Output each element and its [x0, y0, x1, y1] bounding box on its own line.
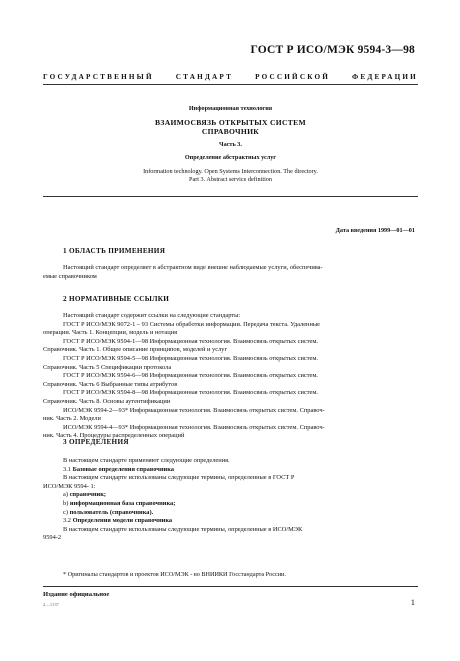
s3-heading-basic: Базовые определения справочника — [72, 465, 175, 473]
section-2-body — [43, 312, 418, 441]
s2-line-14: ИСО/МЭК 9594-4—93* Информационная технология. Взаимосвязь открытых систем. Справоч- — [63, 423, 325, 431]
s2-line-12: ИСО/МЭК 9594-2—93* Информационная технология. Взаимосвязь открытых систем. Справоч- — [63, 406, 325, 414]
s3-item-b — [63, 500, 418, 509]
print-code: 2—1137 — [43, 602, 59, 607]
s3-line-1: В настоящем стандарте применяют следующие определения. — [63, 457, 230, 464]
english-title-1: Information technology. Open Systems Interconnection. The directory. — [143, 168, 318, 175]
official-edition-label: Издание официальное — [43, 591, 110, 598]
s3-line-3: В настоящем стандарте использованы следующие термины, определенные в ГОСТ Р — [63, 474, 295, 482]
section-1-body — [43, 264, 418, 281]
title-line-2: ВЗАИМОСВЯЗЬ ОТКРЫТЫХ СИСТЕМ — [155, 118, 306, 127]
effective-date: Дата введения 1999—01—01 — [335, 227, 415, 234]
document-code: ГОСТ Р ИСО/МЭК 9594-3—98 — [250, 44, 415, 56]
section-1-title: 1 ОБЛАСТЬ ПРИМЕНЕНИЯ — [63, 247, 166, 255]
s1-line-b: емые справочником — [43, 272, 97, 280]
s3-heading-model: Определения модели справочника — [72, 517, 173, 525]
state-standard-title — [43, 73, 418, 81]
s3-line-9: В настоящем стандарте использованы следующие термины, определенные в ИСО/МЭК — [63, 525, 303, 533]
s2-line-1: Настоящий стандарт содержит ссылки на следующие стандарты: — [63, 312, 241, 319]
title-line-1: Информационная технология — [188, 105, 273, 112]
s3-num-3-2: 3.2 — [63, 517, 73, 525]
footnote: * Оригиналы стандартов и проектов ИСО/МЭК - во ВНИИКИ Госстандарта России. — [63, 571, 286, 578]
s3-item-c-term: пользователь (справочника). — [69, 508, 154, 516]
s2-line-10: ГОСТ Р ИСО/МЭК 9594-8—98 Информационная технология. Взаимосвязь открытых систем. — [63, 389, 318, 397]
s2-line-3: операции. Часть 1. Концепции, модель и нотация — [43, 329, 178, 337]
header-rule — [43, 84, 418, 85]
s2-line-7: Справочник. Часть 5 Спецификации протокола — [43, 363, 172, 371]
s3-line-10: 9594-2 — [43, 534, 62, 542]
section-2-title: 2 НОРМАТИВНЫЕ ССЫЛКИ — [63, 295, 170, 303]
s3-item-c-letter: с) — [63, 508, 70, 516]
title-line-4: Часть 3. — [219, 141, 242, 148]
s2-line-6: ГОСТ Р ИСО/МЭК 9594-5—98 Информационная технология. Взаимосвязь открытых систем. — [63, 354, 318, 362]
s2-line-9: Справочник. Часть 6 Выбранные типы атрибутов — [43, 380, 178, 388]
s2-line-11: Справочник. Часть 8. Основы аутентификации — [43, 397, 171, 405]
std-word-3: РОССИЙСКОЙ — [255, 73, 331, 81]
title-line-3: СПРАВОЧНИК — [201, 127, 260, 136]
s3-num-3-1: 3.1 — [63, 465, 73, 473]
s3-item-a — [63, 491, 418, 500]
s3-item-b-term: информационная база справочника; — [69, 499, 176, 507]
std-word-1: ГОСУДАРСТВЕННЫЙ — [43, 73, 154, 81]
s3-line-8 — [63, 517, 418, 526]
s2-line-2: ГОСТ Р ИСО/МЭК 9072-1 – 93 Системы обработки информации. Передача текста. Удаленные — [63, 320, 321, 328]
s3-item-c — [63, 509, 418, 518]
s3-item-b-letter: b) — [63, 499, 70, 507]
s1-line-a: Настоящий стандарт определяет в абстрактном виде внешне наблюдаемые услуги, обеспечива- — [63, 264, 323, 271]
std-word-4: ФЕДЕРАЦИИ — [352, 73, 418, 81]
page-number: 1 — [410, 597, 415, 607]
std-word-2: СТАНДАРТ — [175, 73, 234, 81]
s2-line-15: ник. Часть 4. Процедуры распределенных операций — [43, 432, 185, 440]
title-line-5: Определение абстрактных услуг — [184, 154, 277, 161]
s3-item-a-letter: а) — [63, 491, 70, 499]
english-title-2: Part 3. Abstract service definition — [189, 176, 272, 183]
s2-line-4: ГОСТ Р ИСО/МЭК 9594-1—98 Информационная технология. Взаимосвязь открытых систем. — [63, 337, 318, 345]
s2-line-8: ГОСТ Р ИСО/МЭК 9594-6—98 Информационная технология. Взаимосвязь открытых систем. — [63, 372, 318, 380]
footer-rule — [43, 586, 418, 587]
section-3-body — [43, 457, 418, 543]
s2-line-5: Справочник. Часть 1. Общее описание принципов, моделей и услуг — [43, 346, 228, 354]
s2-line-13: ник. Часть 2. Модели — [43, 415, 101, 423]
title-rule — [43, 196, 418, 197]
section-3-title: 3 ОПРЕДЕЛЕНИЯ — [63, 438, 129, 446]
s3-line-4: ИСО/МЭК 9594- 1: — [43, 482, 96, 490]
s3-item-a-term: справочник; — [69, 491, 107, 499]
s3-line-2 — [63, 466, 418, 475]
